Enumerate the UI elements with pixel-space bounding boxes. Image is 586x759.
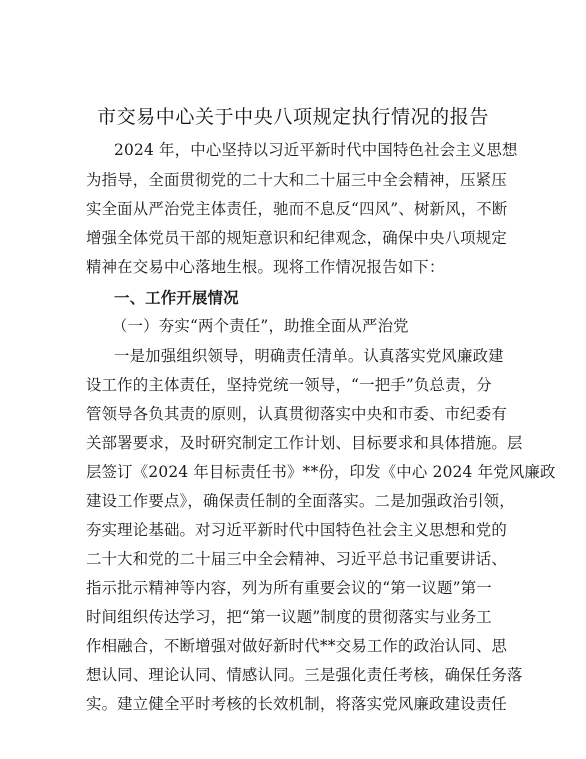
section-heading: 一、工作开展情况 xyxy=(114,289,239,307)
subsection-heading: （一）夯实“两个责任”，助推全面从严治党 xyxy=(112,317,409,335)
document-title: 市交易中心关于中央八项规定执行情况的报告 xyxy=(96,106,489,128)
paragraph-line: 建设工作要点》，确保责任制的全面落实。二是加强政治引领， xyxy=(86,492,515,510)
paragraph-line: 时间组织传达学习，把“第一议题”制度的贯彻落实与业务工 xyxy=(86,608,492,626)
paragraph-line: 2024 年，中心坚持以习近平新时代中国特色社会主义思想 xyxy=(114,141,518,159)
paragraph-line: 实全面从严治党主体责任，驰而不息反“四风”、树新风，不断 xyxy=(86,200,508,218)
paragraph-line: 实。建立健全平时考核的长效机制，将落实党风廉政建设责任 xyxy=(86,695,507,713)
paragraph-line: 增强全体党员干部的规矩意识和纪律观念，确保中央八项规定 xyxy=(86,229,507,247)
paragraph-line: 想认同、理论认同、情感认同。三是强化责任考核，确保任务落 xyxy=(86,666,523,684)
paragraph-line: 二十大和党的二十届三中全会精神、习近平总书记重要讲话、 xyxy=(86,550,507,568)
paragraph-line: 设工作的主体责任，坚持党统一领导，“一把手”负总责，分 xyxy=(86,376,492,394)
paragraph-line: 一是加强组织领导，明确责任清单。认真落实党风廉政建 xyxy=(114,347,504,365)
paragraph-line: 夯实理论基础。对习近平新时代中国特色社会主义思想和党的 xyxy=(86,521,507,539)
paragraph-line: 关部署要求，及时研究制定工作计划、目标要求和具体措施。层 xyxy=(86,434,523,452)
paragraph-line: 作相融合，不断增强对做好新时代**交易工作的政治认同、思 xyxy=(86,637,508,655)
paragraph-line: 指示批示精神等内容，列为所有重要会议的“第一议题”第一 xyxy=(86,579,492,597)
paragraph-line: 层签订《2024 年目标责任书》**份，印发《中心 2024 年党风廉政 xyxy=(86,463,556,481)
paragraph-line: 为指导，全面贯彻党的二十大和二十届三中全会精神，压紧压 xyxy=(86,171,507,189)
paragraph-line: 管领导各负其责的原则，认真贯彻落实中央和市委、市纪委有 xyxy=(86,405,507,423)
paragraph-line: 精神在交易中心落地生根。现将工作情况报告如下： xyxy=(86,258,445,276)
